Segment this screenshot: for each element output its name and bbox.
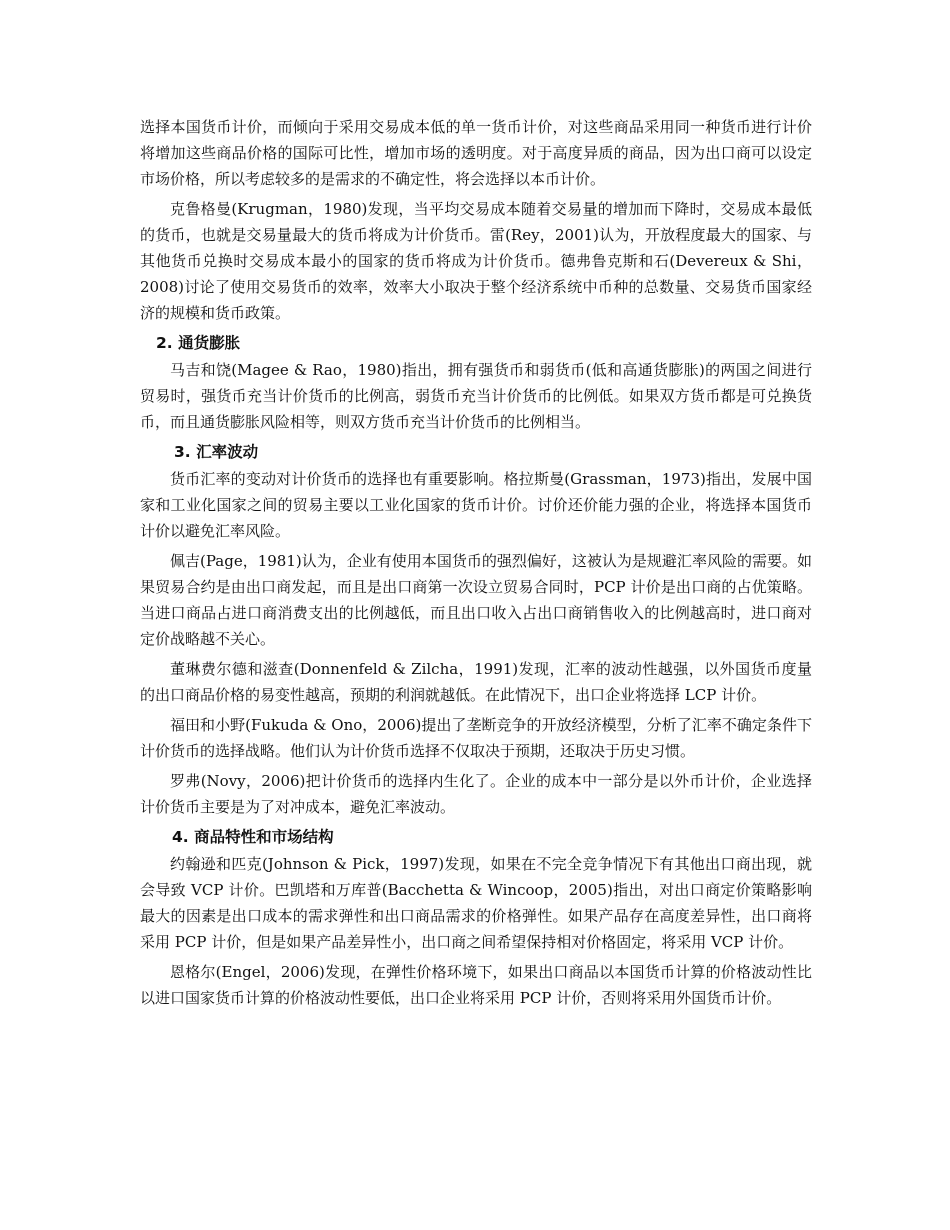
paragraph-1: 选择本国货币计价，而倾向于采用交易成本低的单一货币计价，对这些商品采用同一种货币进行计价将增加这些商品价格的国际可比性，增加市场的透明度。对于高度异质的商品，因为出口商可以设定市场价格，所以考虑较多的是需求的不确定性，将会选择以本币计价。 [140, 118, 812, 188]
section-heading-market-structure: 4. 商品特性和市场结构 [172, 828, 334, 846]
paragraph-page: 佩吉(Page，1981)认为，企业有使用本国货币的强烈偏好，这被认为是规避汇率风险的需要。如果贸易合约是由出口商发起，而且是出口商第一次设立贸易合同时，PCP 计价是出口商的占优策略。当进口商品占进口商消费支出的比例越低，而且出口收入占出口商销售收入的比例越高时，进口商对定价战略越不关心。 [140, 552, 812, 648]
paragraph-fukuda: 福田和小野(Fukuda & Ono，2006)提出了垄断竞争的开放经济模型，分析了汇率不确定条件下计价货币的选择战略。他们认为计价货币选择不仅取决于预期，还取决于历史习惯。 [140, 716, 812, 760]
paragraph-novy: 罗弗(Novy，2006)把计价货币的选择内生化了。企业的成本中一部分是以外币计价，企业选择计价货币主要是为了对冲成本，避免汇率波动。 [140, 772, 812, 816]
section-heading-exchange-rate: 3. 汇率波动 [174, 443, 259, 461]
paragraph-krugman: 克鲁格曼(Krugman，1980)发现，当平均交易成本随着交易量的增加而下降时，交易成本最低的货币，也就是交易量最大的货币将成为计价货币。雷(Rey，2001)认为，开放程度最大的国家、与其他货币兑换时交易成本最小的国家的货币将成为计价货币。德弗鲁克斯和石(Devereux & Shi，2008)讨论了使用交易货币的效率，效率大小取决于整个经济系统中币种的总数量、交易货币国家经济的规模和货币政策。 [140, 200, 812, 322]
paragraph-engel: 恩格尔(Engel，2006)发现，在弹性价格环境下，如果出口商品以本国货币计算的价格波动性比以进口国家货币计算的价格波动性要低，出口企业将采用 PCP 计价，否则将采用外国货币计价。 [140, 963, 812, 1007]
paragraph-magee-rao: 马吉和饶(Magee & Rao，1980)指出，拥有强货币和弱货币(低和高通货膨胀)的两国之间进行贸易时，强货币充当计价货币的比例高，弱货币充当计价货币的比例低。如果双方货币都是可兑换货币，而且通货膨胀风险相等，则双方货币充当计价货币的比例相当。 [140, 361, 812, 431]
paragraph-johnson-pick: 约翰逊和匹克(Johnson & Pick，1997)发现，如果在不完全竞争情况下有其他出口商出现，就会导致 VCP 计价。巴凯塔和万库普(Bacchetta & Wincoop，2005)指出，对出口商定价策略影响最大的因素是出口成本的需求弹性和出口商品需求的价格弹性。如果产品存在高度差异性，出口商将采用 PCP 计价，但是如果产品差异性小，出口商之间希望保持相对价格固定，将采用 VCP 计价。 [140, 855, 812, 951]
paragraph-donnenfeld: 董琳费尔德和滋查(Donnenfeld & Zilcha，1991)发现，汇率的波动性越强，以外国货币度量的出口商品价格的易变性越高，预期的利润就越低。在此情况下，出口企业将选择 LCP 计价。 [140, 660, 812, 704]
section-heading-inflation: 2. 通货膨胀 [156, 334, 241, 352]
paragraph-grassman: 货币汇率的变动对计价货币的选择也有重要影响。格拉斯曼(Grassman，1973)指出，发展中国家和工业化国家之间的贸易主要以工业化国家的货币计价。讨价还价能力强的企业，将选择本国货币计价以避免汇率风险。 [140, 470, 812, 540]
document-page [140, 114, 812, 1015]
